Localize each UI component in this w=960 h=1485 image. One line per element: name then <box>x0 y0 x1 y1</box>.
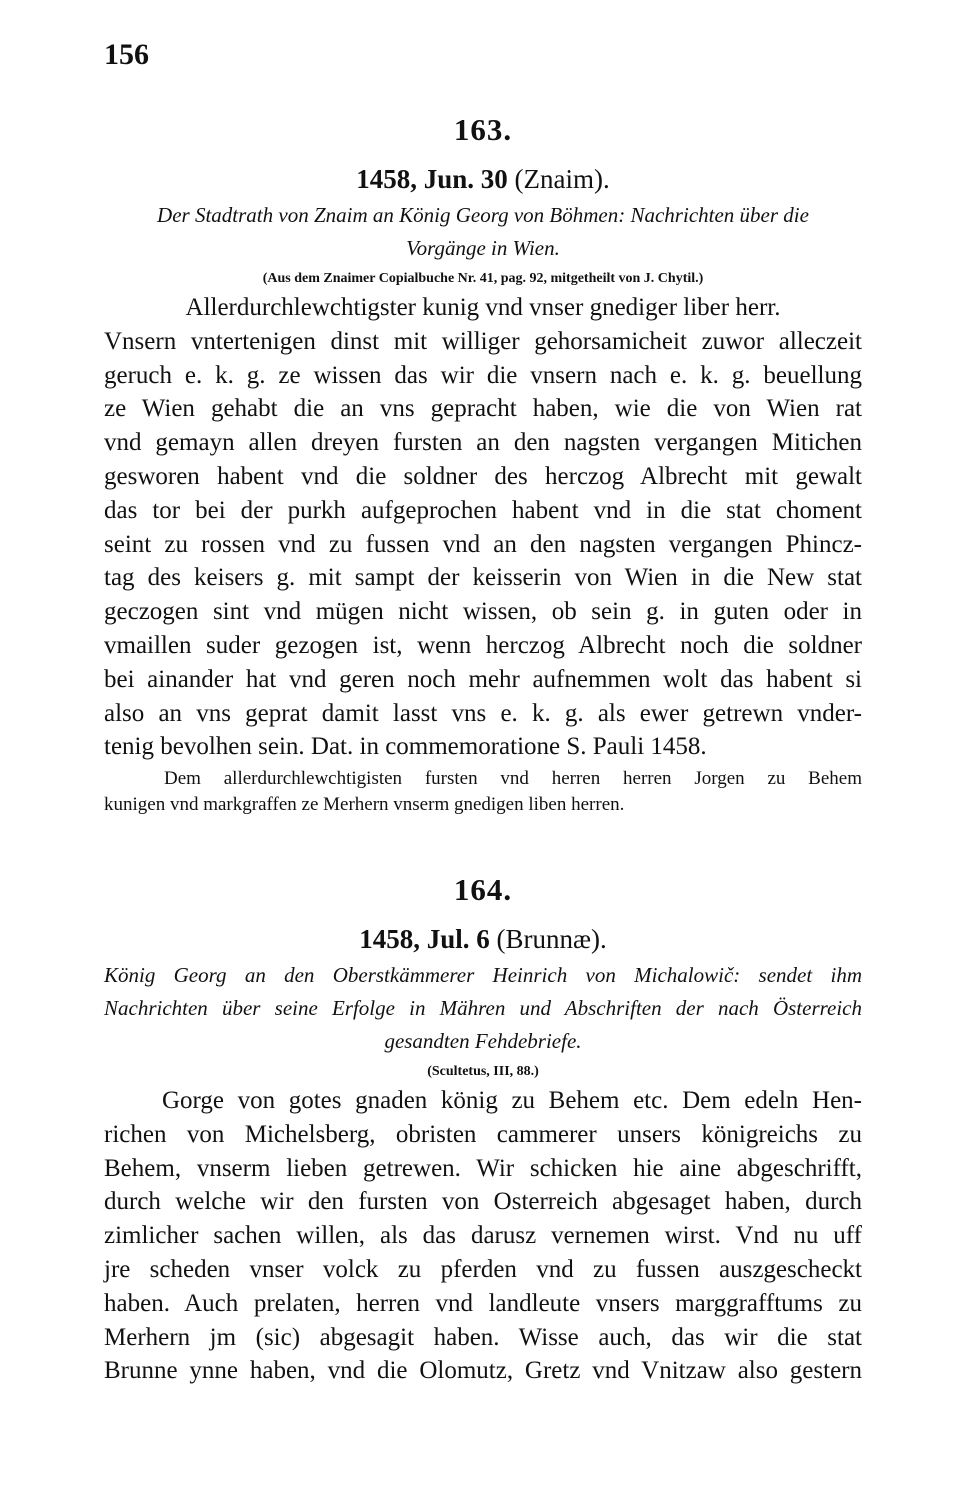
body-line: jre scheden vnser volck zu pferden vnd zu fussen auszgescheckt <box>104 1255 862 1283</box>
body-line: durch welche wir den fursten von Osterreich abgesaget haben, durch <box>104 1188 862 1216</box>
document-number: 164. <box>453 872 513 907</box>
document-163 <box>104 112 862 818</box>
summary-line: König Georg an den Oberstkämmerer Heinrich von Michalowič: sendet ihm <box>104 963 862 987</box>
body-line: richen von Michelsberg, obristen cammerer unsers königreichs zu <box>104 1120 862 1148</box>
summary-line: Vorgänge in Wien. <box>406 236 560 260</box>
document-164 <box>104 872 862 1388</box>
document-number: 163. <box>453 112 513 147</box>
body-line: geruch e. k. g. ze wissen das wir die vnsern nach e. k. g. beuellung <box>104 361 862 389</box>
document-source: (Aus dem Znaimer Copialbuche Nr. 41, pag. 92, mitgetheilt von J. Chytil.) <box>262 271 704 286</box>
body-line: vmaillen suder gezogen ist, wenn herczog Albrecht noch die soldner <box>104 631 862 659</box>
body-line: tag des keisers g. mit sampt der keisserin von Wien in die New stat <box>104 564 862 592</box>
date-text: 1458, Jul. 6 <box>359 924 490 954</box>
body-line: gesworen habent vnd die soldner des herczog Albrecht mit gewalt <box>104 462 862 490</box>
body-line: Vnsern vntertenigen dinst mit williger gehorsamicheit zuwor alleczeit <box>104 327 862 355</box>
summary-line: Nachrichten über seine Erfolge in Mähren und Abschriften der nach Österreich <box>104 996 862 1020</box>
document-date <box>104 924 862 955</box>
document-address <box>104 766 862 818</box>
document-body <box>104 1084 862 1388</box>
date-place: (Znaim). <box>514 164 610 194</box>
body-line: das tor bei der purkh aufgeprochen habent vnd in die stat choment <box>104 496 862 524</box>
document-date <box>104 164 862 195</box>
body-line: Merhern jm (sic) abgesagit haben. Wisse auch, das wir die stat <box>104 1323 862 1351</box>
body-line: Behem, vnserm lieben getrewen. Wir schicken hie aine abgeschrifft, <box>104 1154 862 1182</box>
document-source: (Scultetus, III, 88.) <box>427 1064 539 1079</box>
date-text: 1458, Jun. 30 <box>356 164 508 194</box>
summary-line: gesandten Fehdebriefe. <box>384 1029 582 1053</box>
body-line: vnd gemayn allen dreyen fursten an den nagsten vergangen Mitichen <box>104 429 862 457</box>
document-summary <box>104 959 862 1058</box>
page-number: 156 <box>104 38 149 71</box>
document-body <box>104 291 862 764</box>
body-line: also an vns geprat damit lasst vns e. k. g. als ewer getrewn vnder- <box>104 699 862 727</box>
body-line: seint zu rossen vnd zu fussen vnd an den nagsten vergangen Phincz- <box>104 530 862 558</box>
body-line: Brunne ynne haben, vnd die Olomutz, Gretz vnd Vnitzaw also gestern <box>104 1357 862 1385</box>
body-line: haben. Auch prelaten, herren vnd landleute vnsers marggrafftums zu <box>104 1289 862 1317</box>
body-line: geczogen sint vnd mügen nicht wissen, ob sein g. in guten oder in <box>104 598 862 626</box>
address-line: Dem allerdurchlewchtigisten fursten vnd herren herren Jorgen zu Behem <box>164 768 862 790</box>
date-place: (Brunnæ). <box>496 924 607 954</box>
address-line: kunigen vnd markgraffen ze Merhern vnserm gnedigen liben herren. <box>104 794 625 816</box>
body-line: Gorge von gotes gnaden könig zu Behem etc. Dem edeln Hen- <box>162 1087 862 1114</box>
body-line: zimlicher sachen willen, als das darusz vernemen wirst. Vnd nu uff <box>104 1222 862 1250</box>
document-summary <box>104 199 862 265</box>
body-line: bei ainander hat vnd geren noch mehr aufnemmen wolt das habent si <box>104 665 862 693</box>
body-line: ze Wien gehabt die an vns gepracht haben, wie die von Wien rat <box>104 395 862 423</box>
body-line: Allerdurchlewchtigster kunig vnd vnser gnediger liber herr. <box>185 294 781 321</box>
summary-line: Der Stadtrath von Znaim an König Georg von Böhmen: Nachrichten über die <box>157 203 809 227</box>
body-line: tenig bevolhen sein. Dat. in commemoratione S. Pauli 1458. <box>104 733 707 761</box>
